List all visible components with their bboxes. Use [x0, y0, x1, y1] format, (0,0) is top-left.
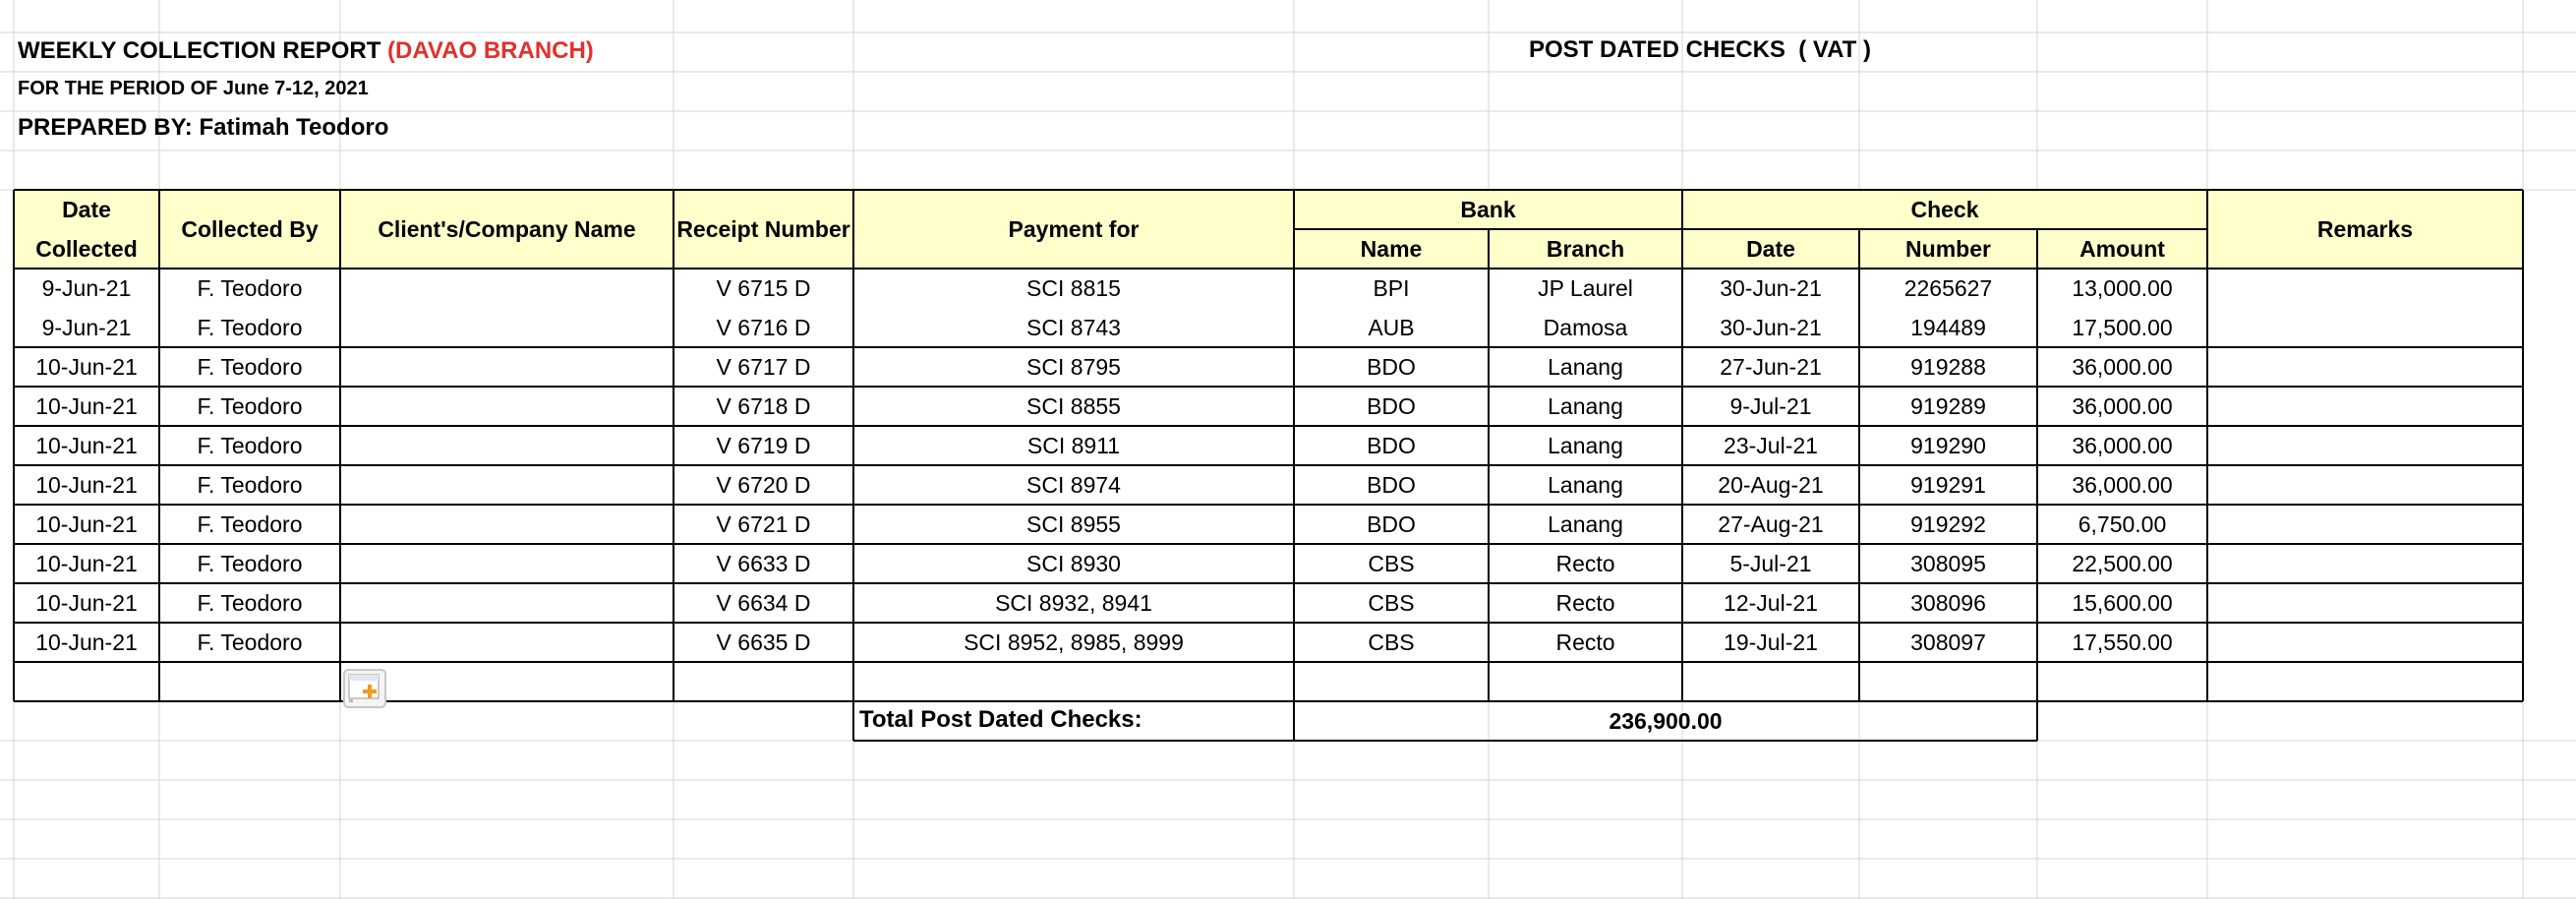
header-client[interactable]: Client's/Company Name [378, 216, 636, 242]
cell-branch[interactable]: Lanang [1548, 353, 1623, 380]
cell-payment[interactable]: SCI 8911 [1026, 432, 1121, 458]
cell-payment[interactable]: SCI 8930 [1026, 550, 1121, 576]
header-remarks[interactable]: Remarks [2316, 216, 2414, 242]
cell-branch[interactable]: Lanang [1548, 471, 1623, 498]
cell-payment[interactable]: SCI 8932, 8941 [995, 589, 1152, 616]
header-check-number[interactable]: Number [1905, 236, 1991, 262]
cell-remarks[interactable] [2207, 426, 2523, 465]
cell-number[interactable]: 308096 [1910, 589, 1986, 616]
cell-payment[interactable]: SCI 8974 [1026, 471, 1121, 498]
cell-check-date[interactable]: 30-Jun-21 [1720, 314, 1822, 340]
cell-payment[interactable]: SCI 8952, 8985, 8999 [964, 629, 1184, 655]
cell-receipt[interactable]: V 6720 D [716, 471, 811, 498]
cell-by[interactable]: F. Teodoro [197, 510, 303, 537]
autofill-options-icon [345, 671, 384, 706]
cell-by[interactable]: F. Teodoro [197, 471, 303, 498]
cell-remarks[interactable] [2207, 505, 2523, 544]
cell-branch[interactable]: Damosa [1543, 314, 1628, 340]
cell-date[interactable]: 10-Jun-21 [35, 353, 138, 380]
cell-payment[interactable]: SCI 8855 [1026, 392, 1121, 419]
cell-check-date[interactable]: 27-Jun-21 [1720, 353, 1822, 380]
cell-date[interactable]: 9-Jun-21 [41, 274, 132, 301]
cell-receipt[interactable]: V 6719 D [716, 432, 811, 458]
cell-by[interactable]: F. Teodoro [197, 589, 303, 616]
autofill-options-button[interactable] [343, 669, 386, 708]
cell-client[interactable] [340, 583, 673, 623]
header-receipt[interactable]: Receipt Number [676, 216, 850, 242]
cell-client[interactable] [340, 505, 673, 544]
cell-check-date[interactable]: 9-Jul-21 [1729, 392, 1812, 419]
cell-check-date[interactable]: 23-Jul-21 [1724, 432, 1818, 458]
total-label: Total Post Dated Checks: [859, 706, 1142, 733]
cell-client[interactable] [340, 387, 673, 426]
cell-client[interactable] [340, 465, 673, 505]
cell-payment[interactable]: SCI 8743 [1026, 314, 1121, 340]
cell-receipt[interactable]: V 6716 D [716, 314, 811, 340]
cell-check-date[interactable]: 27-Aug-21 [1718, 510, 1824, 537]
cell-amount[interactable]: 6,750.00 [2078, 510, 2167, 537]
cell-date[interactable]: 10-Jun-21 [35, 510, 138, 537]
cell-payment[interactable]: SCI 8795 [1026, 353, 1121, 380]
cell-by[interactable]: F. Teodoro [197, 432, 303, 458]
total-value[interactable]: 236,900.00 [1609, 708, 1723, 734]
cell-check-date[interactable]: 5-Jul-21 [1729, 550, 1812, 576]
cell-number[interactable]: 919292 [1910, 510, 1986, 537]
cell-branch[interactable]: Lanang [1548, 432, 1623, 458]
cell-number[interactable]: 308097 [1910, 629, 1986, 655]
cell-bank[interactable]: BDO [1367, 353, 1416, 380]
cell-remarks[interactable] [2207, 269, 2523, 308]
cell-payment[interactable]: SCI 8815 [1026, 274, 1121, 301]
cell-check-date[interactable]: 19-Jul-21 [1724, 629, 1818, 655]
cell-date[interactable]: 10-Jun-21 [35, 392, 138, 419]
cell-amount[interactable]: 36,000.00 [2072, 392, 2173, 419]
cell-remarks[interactable] [2207, 347, 2523, 387]
cell-amount[interactable]: 36,000.00 [2072, 353, 2173, 380]
cell-branch[interactable]: Recto [1555, 550, 1615, 576]
report-title-text: WEEKLY COLLECTION REPORT [18, 37, 381, 64]
cell-number[interactable]: 194489 [1910, 314, 1986, 340]
cell-date[interactable]: 10-Jun-21 [35, 589, 138, 616]
cell-amount[interactable]: 17,500.00 [2072, 314, 2173, 340]
cell-branch[interactable]: Lanang [1548, 392, 1623, 419]
cell-amount[interactable]: 15,600.00 [2072, 589, 2173, 616]
cell-by[interactable]: F. Teodoro [197, 550, 303, 576]
cell-by[interactable]: F. Teodoro [197, 392, 303, 419]
cell-branch[interactable]: Recto [1555, 589, 1615, 616]
cell-receipt[interactable]: V 6715 D [716, 274, 811, 301]
cell-date[interactable]: 10-Jun-21 [35, 550, 138, 576]
header-check[interactable]: Check [1910, 197, 1979, 222]
cell-amount[interactable]: 17,550.00 [2072, 629, 2173, 655]
branch-label: (DAVAO BRANCH) [387, 37, 594, 64]
cell-bank[interactable]: CBS [1368, 629, 1415, 655]
header-date-collected[interactable]: Date Collected [35, 197, 138, 262]
header-bank-branch[interactable]: Branch [1546, 236, 1625, 262]
cell-date[interactable]: 9-Jun-21 [41, 314, 132, 340]
cell-bank[interactable]: BDO [1367, 510, 1416, 537]
cell-number[interactable]: 919291 [1910, 471, 1986, 498]
cell-date[interactable]: 10-Jun-21 [35, 471, 138, 498]
cell-receipt[interactable]: V 6633 D [716, 550, 811, 576]
cell-by[interactable]: F. Teodoro [197, 629, 303, 655]
cell-bank[interactable]: BDO [1367, 432, 1416, 458]
cell-receipt[interactable]: V 6717 D [716, 353, 811, 380]
cell-remarks[interactable] [2207, 308, 2523, 347]
cell-date[interactable]: 10-Jun-21 [35, 432, 138, 458]
cell-remarks[interactable] [2207, 387, 2523, 426]
cell-receipt[interactable]: V 6635 D [716, 629, 811, 655]
cell-date[interactable]: 10-Jun-21 [35, 629, 138, 655]
cell-client[interactable] [340, 269, 673, 308]
prepared-by: PREPARED BY: Fatimah Teodoro [18, 114, 389, 141]
header-collected-by[interactable]: Collected By [181, 216, 319, 242]
cell-branch[interactable]: Recto [1555, 629, 1615, 655]
cell-amount[interactable]: 22,500.00 [2072, 550, 2173, 576]
cell-number[interactable]: 308095 [1910, 550, 1986, 576]
cell-by[interactable]: F. Teodoro [197, 353, 303, 380]
cell-remarks[interactable] [2207, 623, 2523, 662]
cell-client[interactable] [340, 308, 673, 347]
cell-client[interactable] [340, 623, 673, 662]
header-check-date[interactable]: Date [1746, 236, 1795, 262]
cell-number[interactable]: 919289 [1910, 392, 1986, 419]
period-label: FOR THE PERIOD OF June 7-12, 2021 [18, 78, 369, 99]
cell-bank[interactable]: BDO [1367, 471, 1416, 498]
cell-payment[interactable]: SCI 8955 [1026, 510, 1121, 537]
cell-check-date[interactable]: 20-Aug-21 [1718, 471, 1824, 498]
section-title: POST DATED CHECKS ( VAT ) [1529, 36, 1871, 63]
cell-by[interactable]: F. Teodoro [197, 274, 303, 301]
cell-bank[interactable]: CBS [1368, 589, 1415, 616]
cell-remarks[interactable] [2207, 544, 2523, 583]
cell-check-date[interactable]: 12-Jul-21 [1724, 589, 1818, 616]
cell-amount[interactable]: 13,000.00 [2072, 274, 2173, 301]
cell-amount[interactable]: 36,000.00 [2072, 471, 2173, 498]
cell-number[interactable]: 2265627 [1903, 274, 1993, 301]
cell-by[interactable]: F. Teodoro [197, 314, 303, 340]
cell-receipt[interactable]: V 6634 D [716, 589, 811, 616]
header-bank[interactable]: Bank [1460, 197, 1516, 222]
header-bank-name[interactable]: Name [1360, 236, 1423, 262]
header-check-amount[interactable]: Amount [2079, 236, 2165, 262]
cell-branch[interactable]: JP Laurel [1538, 274, 1633, 301]
cell-remarks[interactable] [2207, 583, 2523, 623]
cell-number[interactable]: 919288 [1910, 353, 1986, 380]
cell-bank[interactable]: CBS [1368, 550, 1415, 576]
cell-bank[interactable]: BDO [1367, 392, 1416, 419]
cell-remarks[interactable] [2207, 465, 2523, 505]
cell-receipt[interactable]: V 6721 D [716, 510, 811, 537]
cell-client[interactable] [340, 544, 673, 583]
cell-branch[interactable]: Lanang [1548, 510, 1623, 537]
header-payment-for[interactable]: Payment for [1008, 216, 1140, 242]
cell-check-date[interactable]: 30-Jun-21 [1720, 274, 1822, 301]
cell-bank[interactable]: AUB [1368, 314, 1415, 340]
cell-client[interactable] [340, 426, 673, 465]
report-title [18, 37, 594, 65]
cell-receipt[interactable]: V 6718 D [716, 392, 811, 419]
cell-bank[interactable]: BPI [1373, 274, 1410, 301]
cell-client[interactable] [340, 347, 673, 387]
cell-amount[interactable]: 36,000.00 [2072, 432, 2173, 458]
cell-number[interactable]: 919290 [1910, 432, 1986, 458]
